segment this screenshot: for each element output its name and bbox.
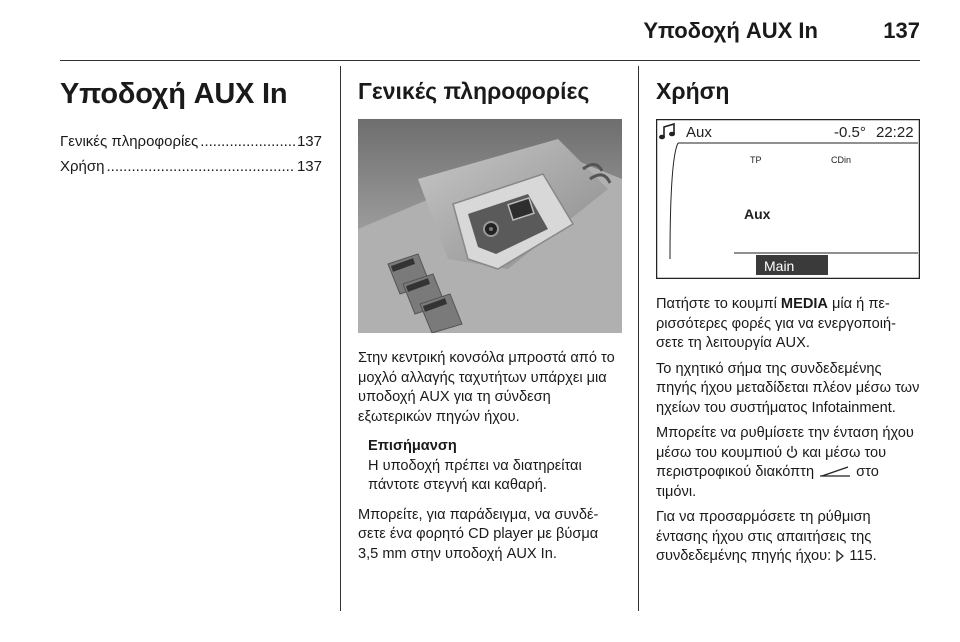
general-info-paragraph: Στην κεντρική κονσόλα μπροστά από το μοχλό αλλαγής ταχυτήτων υπάρχει μια υποδοχή AUX για τη σύνδεση εξωτερικών πηγών ήχου. bbox=[358, 350, 615, 425]
header-title: Υποδοχή AUX In bbox=[643, 18, 818, 43]
toc-entry-label: Χρήση bbox=[60, 158, 105, 175]
aux-socket-photo bbox=[358, 119, 622, 333]
screen-center-label: Aux bbox=[744, 206, 771, 222]
column-divider-2 bbox=[638, 66, 639, 611]
usage-column bbox=[656, 78, 920, 573]
page-reference[interactable]: 115. bbox=[849, 548, 877, 564]
toc-entry-page: 137 bbox=[296, 133, 322, 150]
column-divider-1 bbox=[340, 66, 341, 611]
note-block bbox=[368, 437, 622, 496]
general-info-column bbox=[358, 78, 622, 570]
p3-before: Μπορείτε να ρυθμίσετε την ένταση ήχου μέσω του κουμπιού bbox=[656, 425, 914, 461]
page-number: 137 bbox=[883, 18, 920, 43]
screen-cdin-indicator: CDin bbox=[831, 155, 852, 165]
page-reference-arrow-icon bbox=[835, 550, 845, 562]
p3-mid: και μέσω του περιστροφικού διακόπτη bbox=[656, 444, 887, 480]
toc-list bbox=[60, 129, 322, 179]
infotainment-screen bbox=[656, 119, 920, 279]
toc-entry[interactable] bbox=[60, 129, 322, 154]
toc-entry-label: Γενικές πληροφορίες bbox=[60, 133, 199, 150]
audio-signal-paragraph: Το ηχητικό σήμα της συνδεδεμένης πηγής ήχου μεταδίδεται πλέον μέσω των ηχείων του συστήματος Infotainment. bbox=[656, 360, 920, 416]
chapter-title: Υποδοχή AUX In bbox=[60, 78, 288, 110]
screen-temperature: -0.5° bbox=[834, 124, 866, 141]
note-text: Η υποδοχή πρέπει να διατηρείται πάντοτε στεγνή και καθαρή. bbox=[368, 457, 582, 493]
volume-paragraph bbox=[656, 424, 920, 502]
note-title: Επισήμανση bbox=[368, 438, 457, 454]
screen-clock: 22:22 bbox=[876, 124, 914, 141]
thumbwheel-icon bbox=[818, 464, 852, 478]
toc-entry[interactable] bbox=[60, 154, 322, 179]
p1-after: μία ή πε-ρισσότερες φορές για να ενεργοποιή-σετε τη λειτουργία AUX. bbox=[656, 296, 896, 351]
screen-source-label: Aux bbox=[686, 124, 712, 141]
header-rule bbox=[60, 60, 920, 61]
media-button-paragraph bbox=[656, 295, 920, 354]
toc-entry-page: 137 bbox=[296, 158, 322, 175]
p4-before: Για να προσαρμόσετε τη ρύθμιση έντασης ήχου στις απαιτήσεις της συνδεδεμένης πηγής ήχου: bbox=[656, 509, 872, 564]
chapter-column bbox=[60, 78, 322, 179]
usage-heading: Χρήση bbox=[656, 78, 730, 104]
toc-leader-dots bbox=[200, 129, 295, 154]
general-info-heading: Γενικές πληροφορίες bbox=[358, 78, 590, 104]
screen-main-button[interactable]: Main bbox=[764, 258, 795, 274]
p1-before: Πατήστε το κουμπί bbox=[656, 296, 781, 312]
screen-tp-indicator: TP bbox=[750, 155, 762, 165]
toc-leader-dots bbox=[106, 154, 294, 179]
cd-player-paragraph: Μπορείτε, για παράδειγμα, να συνδέ-σετε ένα φορητό CD player με βύσμα 3,5 mm στην υποδοχή AUX In. bbox=[358, 506, 599, 562]
media-button-label: MEDIA bbox=[780, 296, 828, 312]
p3-after: στο τιμόνι. bbox=[656, 464, 879, 500]
power-knob-icon bbox=[786, 445, 798, 459]
volume-adjust-paragraph bbox=[656, 508, 920, 567]
